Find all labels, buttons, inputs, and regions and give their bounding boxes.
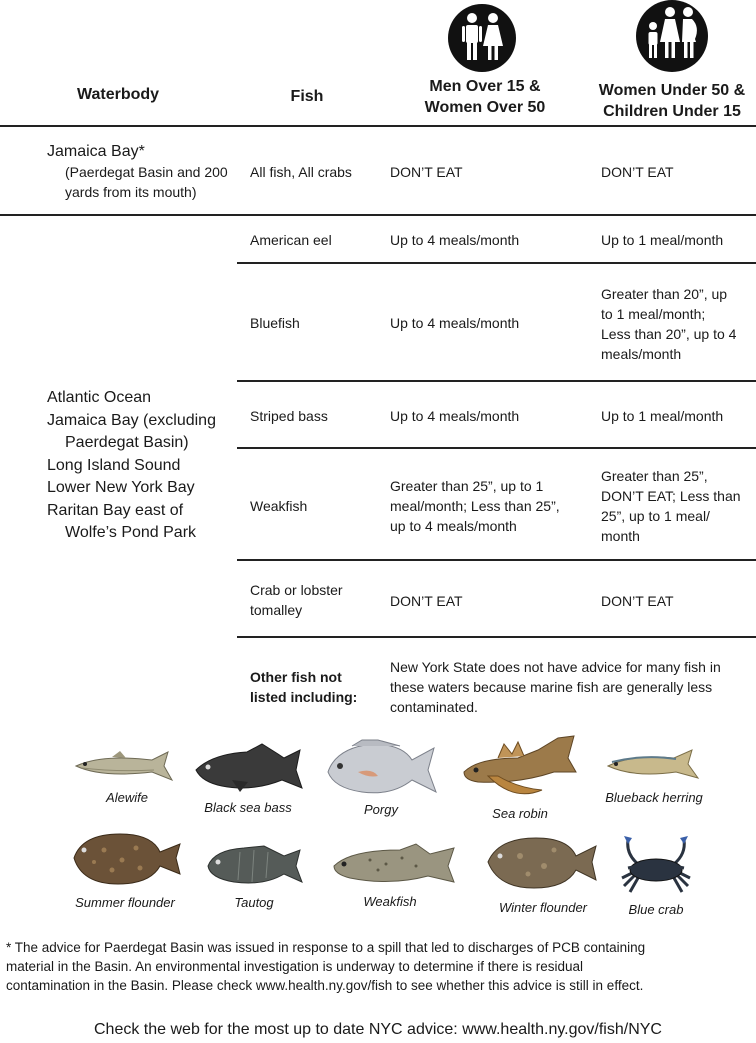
jamaica-women-advice: DON’T EAT	[601, 164, 674, 180]
other-fish-text-line: New York State does not have advice for many fish in	[390, 659, 721, 675]
sea-robin-icon	[458, 732, 582, 802]
fish-header: Fish	[290, 88, 324, 105]
women-header-line2: Children Under 15	[603, 103, 741, 120]
jamaica-men-advice: DON’T EAT	[390, 164, 463, 180]
other-fish-text-line: contaminated.	[390, 699, 478, 715]
waterbody-wolfes-pond: Wolfe’s Pond Park	[65, 524, 197, 541]
blueback-herring-icon	[604, 748, 704, 782]
footnote	[6, 938, 756, 995]
blue-crab-icon	[618, 834, 694, 898]
header-divider	[0, 125, 756, 127]
other-fish-label	[250, 667, 357, 707]
row-divider	[237, 447, 756, 449]
row-tomalley-women: DON’T EAT	[601, 593, 674, 609]
row-weakfish-women-line: 25”, up to 1 meal/	[601, 508, 710, 524]
row-weakfish-men	[390, 476, 590, 536]
row-american-eel-women: Up to 1 meal/month	[601, 232, 724, 248]
waterbody-paerdegat: Paerdegat Basin)	[65, 434, 189, 451]
men-header-line1: Men Over 15 &	[429, 78, 541, 95]
row-tomalley-fish	[250, 580, 343, 620]
waterbody-list	[47, 387, 247, 545]
black-sea-bass-icon	[192, 740, 304, 796]
row-weakfish-women-line: Greater than 25”,	[601, 468, 708, 484]
footnote-line: contamination in the Basin. Please check www.health.ny.gov/fish to see whether this advice is still in effect.	[6, 978, 644, 993]
waterbody-raritan-bay: Raritan Bay east of	[47, 501, 184, 519]
waterbody-atlantic-ocean: Atlantic Ocean	[47, 389, 152, 406]
women-header-line1: Women Under 50 &	[598, 82, 746, 99]
woman-children-icon	[636, 0, 708, 72]
alewife-icon	[72, 748, 182, 784]
row-striped-bass-women: Up to 1 meal/month	[601, 408, 724, 424]
fish-caption: Blue crab	[628, 902, 684, 917]
row-weakfish-women-line: month	[601, 528, 640, 544]
row-weakfish-men-line: up to 4 meals/month	[390, 518, 517, 534]
jamaica-bay-sub2: yards from its mouth)	[65, 184, 197, 200]
fish-caption: Blueback herring	[605, 790, 703, 805]
fish-caption: Alewife	[106, 790, 148, 805]
jamaica-bay-name: Jamaica Bay*	[47, 143, 145, 160]
row-bluefish-women-line: Less than 20”, up to 4	[601, 326, 737, 342]
waterbody-long-island-sound: Long Island Sound	[47, 456, 181, 474]
fish-caption: Tautog	[234, 895, 274, 910]
winter-flounder-icon	[484, 834, 600, 890]
row-weakfish-women-line: DON’T EAT; Less than	[601, 488, 741, 504]
row-weakfish-fish: Weakfish	[250, 498, 308, 514]
footnote-line: * The advice for Paerdegat Basin was issued in response to a spill that led to discharges of PCB containing	[6, 940, 646, 955]
fish-caption: Winter flounder	[498, 900, 588, 915]
other-fish-label-line1: Other fish not	[250, 669, 342, 685]
men-header	[395, 76, 575, 118]
row-bluefish-fish: Bluefish	[250, 315, 300, 331]
row-divider	[237, 380, 756, 382]
row-divider	[237, 262, 756, 264]
row-bluefish-women-line: to 1 meal/month;	[601, 306, 706, 322]
row-weakfish-women	[601, 466, 751, 546]
row-bluefish-men: Up to 4 meals/month	[390, 315, 520, 331]
jamaica-fish: All fish, All crabs	[250, 164, 352, 180]
footnote-line: material in the Basin. An environmental investigation is underway to determine if there is residual	[6, 959, 584, 974]
other-fish-text-line: these waters because marine fish are generally less	[390, 679, 713, 695]
fish-caption: Summer flounder	[75, 895, 175, 910]
web-advice-link: Check the web for the most up to date NYC advice: www.health.ny.gov/fish/NYC	[94, 1021, 662, 1038]
jamaica-bay-label	[47, 142, 247, 202]
fish-caption: Sea robin	[492, 806, 548, 821]
row-american-eel-fish: American eel	[250, 232, 332, 248]
jamaica-divider	[0, 214, 756, 216]
tautog-icon	[204, 842, 304, 888]
fish-caption: Porgy	[364, 802, 398, 817]
fish-caption: Weakfish	[363, 894, 417, 909]
row-bluefish-women-line: meals/month	[601, 346, 682, 362]
row-tomalley-fish-line: Crab or lobster	[250, 582, 343, 598]
row-striped-bass-fish: Striped bass	[250, 408, 328, 424]
waterbody-jamaica-bay: Jamaica Bay (excluding	[47, 411, 216, 429]
women-header	[588, 80, 756, 122]
fish-caption: Black sea bass	[204, 800, 292, 815]
row-american-eel-men: Up to 4 meals/month	[390, 232, 520, 248]
men-header-line2: Women Over 50	[424, 99, 546, 116]
other-fish-text	[390, 657, 750, 717]
row-weakfish-men-line: Greater than 25”, up to 1	[390, 478, 544, 494]
row-tomalley-fish-line: tomalley	[250, 602, 303, 618]
porgy-icon	[322, 738, 440, 798]
row-divider	[237, 559, 756, 561]
weakfish-icon	[330, 840, 460, 888]
row-weakfish-men-line: meal/month; Less than 25”,	[390, 498, 560, 514]
summer-flounder-icon	[70, 830, 184, 886]
waterbody-lower-ny-bay: Lower New York Bay	[47, 479, 195, 496]
row-bluefish-women	[601, 284, 751, 364]
jamaica-bay-sub1: (Paerdegat Basin and 200	[65, 164, 228, 180]
waterbody-header: Waterbody	[76, 86, 160, 103]
row-tomalley-men: DON’T EAT	[390, 593, 463, 609]
man-woman-icon	[448, 4, 516, 72]
other-fish-label-line2: listed including:	[250, 689, 358, 705]
row-striped-bass-men: Up to 4 meals/month	[390, 408, 520, 424]
row-bluefish-women-line: Greater than 20”, up	[601, 286, 728, 302]
row-divider	[237, 636, 756, 638]
